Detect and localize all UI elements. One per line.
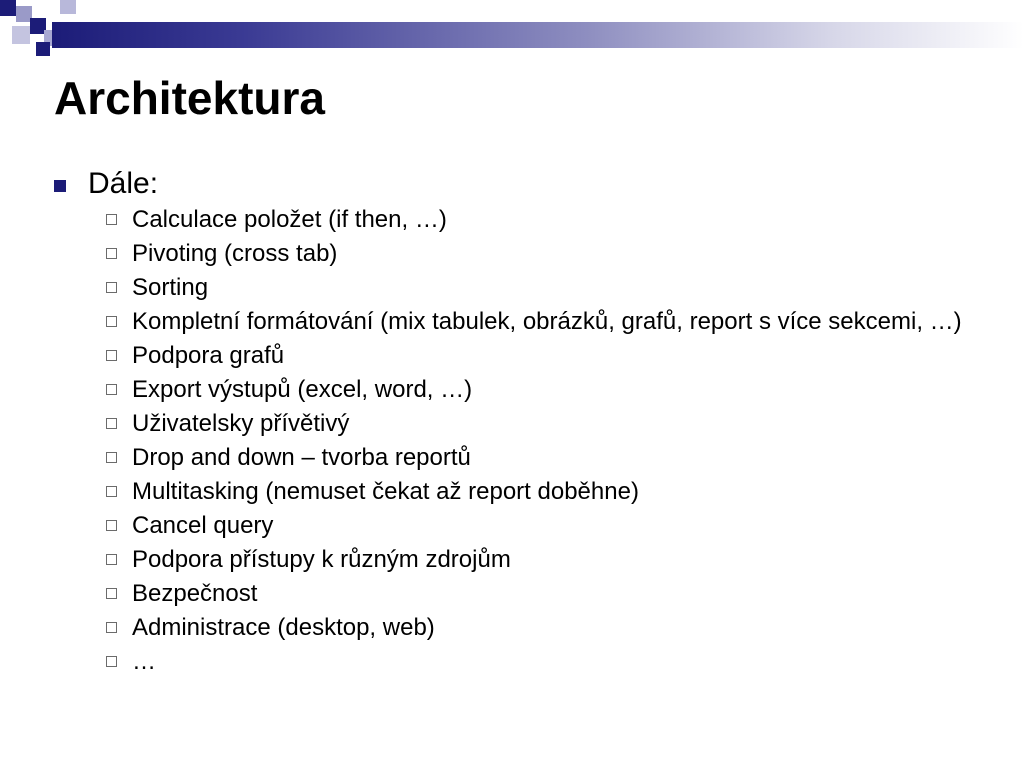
sub-item [50,376,980,403]
sub-item-text: Export výstupů (excel, word, …) [132,376,473,403]
sub-item [50,206,980,233]
sub-item [50,444,980,471]
bullet-label: Dále: [88,167,159,200]
hollow-square-bullet-icon [106,452,117,463]
hollow-square-bullet-icon [106,418,117,429]
slide-title: Architektura [54,72,325,124]
sub-item-text: Calculace položet (if then, …) [132,206,447,233]
sub-item-text: Administrace (desktop, web) [132,614,435,641]
hollow-square-bullet-icon [106,316,117,327]
sub-item [50,274,980,301]
hollow-square-bullet-icon [106,282,117,293]
slide-content [50,166,980,682]
sub-item-text: Podpora grafů [132,342,285,369]
sub-item-text: Drop and down – tvorba reportů [132,444,471,471]
sub-item-text: Podpora přístupy k různým zdrojům [132,546,511,573]
sub-item [50,648,980,675]
sub-item [50,614,980,641]
sub-item-text: Bezpečnost [132,580,258,607]
sub-item-text: Sorting [132,274,209,301]
hollow-square-bullet-icon [106,622,117,633]
hollow-square-bullet-icon [106,588,117,599]
sub-item-text: Uživatelsky přívětivý [132,410,350,437]
deco-square-light-4 [60,0,76,14]
hollow-square-bullet-icon [106,554,117,565]
sub-item-text: Kompletní formátování (mix tabulek, obrázků, grafů, report s více sekcemi, …) [132,308,962,335]
sub-item [50,410,980,437]
hollow-square-bullet-icon [106,520,117,531]
hollow-square-bullet-icon [106,248,117,259]
deco-square-dark-3 [36,42,50,56]
top-gradient-band [52,22,1024,48]
deco-square-light-2 [12,26,30,44]
sub-item [50,240,980,267]
bullet-item-dale [50,166,980,202]
sub-item-text: … [132,648,156,675]
deco-square-light-1 [16,6,32,22]
sub-item [50,512,980,539]
sub-item-text: Multitasking (nemuset čekat až report doběhne) [132,478,639,505]
sub-item [50,546,980,573]
sub-bullet-list [50,206,980,675]
hollow-square-bullet-icon [106,214,117,225]
hollow-square-bullet-icon [106,486,117,497]
sub-item-text: Pivoting (cross tab) [132,240,338,267]
deco-square-dark-1 [0,0,16,16]
hollow-square-bullet-icon [106,656,117,667]
square-bullet-icon [54,180,66,192]
sub-item [50,308,980,335]
sub-item [50,342,980,369]
hollow-square-bullet-icon [106,350,117,361]
sub-item [50,478,980,505]
deco-square-dark-2 [30,18,46,34]
sub-item [50,580,980,607]
sub-item-text: Cancel query [132,512,274,539]
hollow-square-bullet-icon [106,384,117,395]
